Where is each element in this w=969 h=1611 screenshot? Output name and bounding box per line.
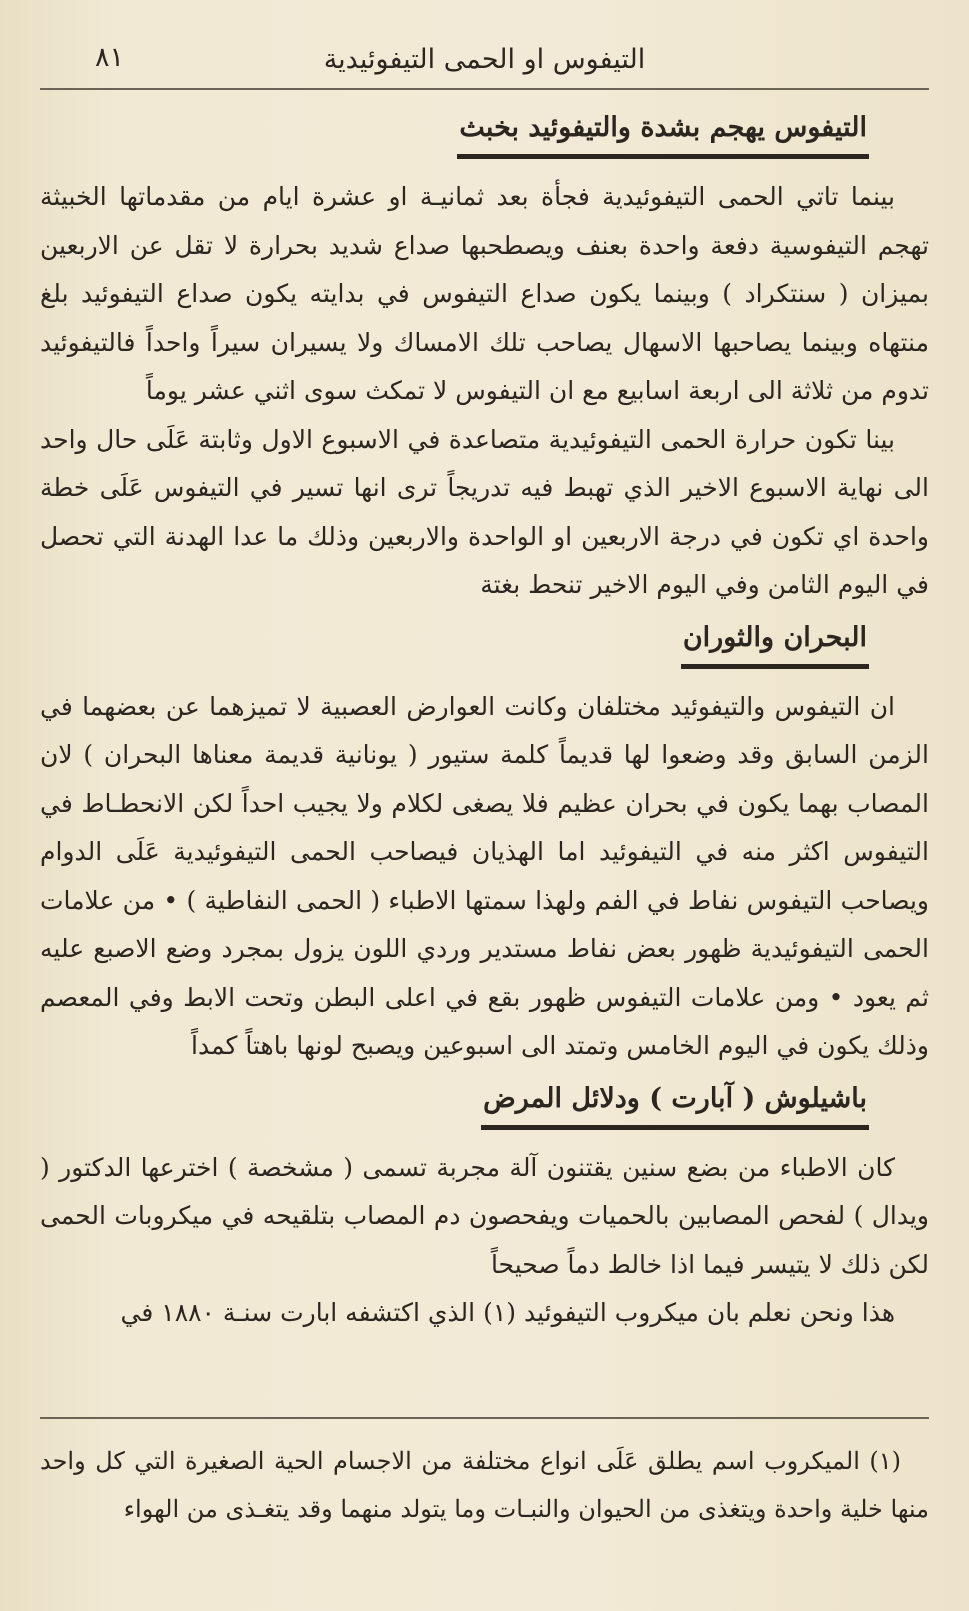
footnote-divider <box>40 1417 929 1419</box>
paragraph: هذا ونحن نعلم بان ميكروب التيفوئيد (١) الذي اكتشفه ابارت سنـة ١٨٨٠ في <box>120 1298 895 1327</box>
page-number: ٨١ <box>95 42 125 73</box>
section-heading-crisis: البحران والثوران <box>681 618 869 669</box>
paragraph: بينا تكون حرارة الحمى التيفوئيدية متصاعدة في الاسبوع الاول وثابتة عَلَى حال واحد الى نهاية الاسبوع الاخير الذي تهبط فيه تدريجاً ترى انها تسير في التيفوس عَلَى خطة واحدة اي تكون في درجة الاربعين او الواحدة والاربعين وذلك ما عدا الهدنة التي تحصل في اليوم الثامن وفي اليوم الاخير تنحط بغتة <box>40 424 929 599</box>
paragraph: بينما تاتي الحمى التيفوئيدية فجأة بعد ثمانيـة او عشرة ايام من مقدماتها الخبيثة تهجم التيفوسية دفعة واحدة بعنف ويصطحبها صداع شديد بحرارة لا تقل عن الاربعين بميزان ( سنتكراد ) وبينما يكون صداع التيفوس في بدايته يكون صداع التيفوئيد بلغ منتهاه وبينما يصاحبها الاسهال يصاحب تلك الامساك ولا يسيران سيراً واحداً فالتيفوئيد تدوم من ثلاثة الى اربعة اسابيع مع ان التيفوس لا تمكث سوى اثني عشر يوماً <box>40 182 929 405</box>
paragraph: ان التيفوس والتيفوئيد مختلفان وكانت العوارض العصبية لا تميزهما عن بعضهما في الزمن السابق وقد وضعوا لها قديماً كلمة ستيور ( يونانية قديمة معناها البحران ) لان المصاب بهما يكون في بحران عظيم فلا يصغى لكلام ولا يجيب احداً لكن الانحطـاط في التيفوس اكثر منه في التيفوئيد اما الهذيان فيصاحب الحمى التيفوئيدية عَلَى الدوام ويصاحب التيفوس نفاط في الفم ولهذا سمتها الاطباء ( الحمى النفاطية ) • من علامات الحمى التيفوئيدية ظهور بعض نفاط مستدير وردي اللون يزول بمجرد وضع الاصبع عليه ثم يعود • ومن علامات التيفوس ظهور بقع في اعلى البطن وتحت الابط وفي المعصم وذلك يكون في اليوم الخامس وتمتد الى اسبوعين ويصبح لونها باهتاً كمداً <box>40 691 929 1060</box>
footnote: (١) الميكروب اسم يطلق عَلَى انواع مختلفة من الاجسام الحية الصغيرة التي كل واحد منها خلية واحدة ويتغذى من الحيوان والنبـات وما يتولد منهما وقد يتغـذى من الهواء <box>40 1447 929 1523</box>
main-text <box>40 108 929 1338</box>
page-header <box>40 38 929 90</box>
paragraph: كان الاطباء من بضع سنين يقتنون آلة مجربة تسمى ( مشخصة ) اخترعها الدكتور ( ويدال ) لفحص المصابين بالحميات ويفحصون دم المصاب بتلقيحه في ميكروبات الحمى لكن ذلك لا يتيسر فيما اذا خالط دماً صحيحاً <box>40 1152 929 1279</box>
running-title: التيفوس او الحمى التيفوئيدية <box>323 44 646 75</box>
section-heading-typhus-attack: التيفوس يهجم بشدة والتيفوئيد بخبث <box>457 108 869 159</box>
section-heading-bacillus: باشيلوش ( آبارت ) ودلائل المرض <box>481 1079 869 1130</box>
